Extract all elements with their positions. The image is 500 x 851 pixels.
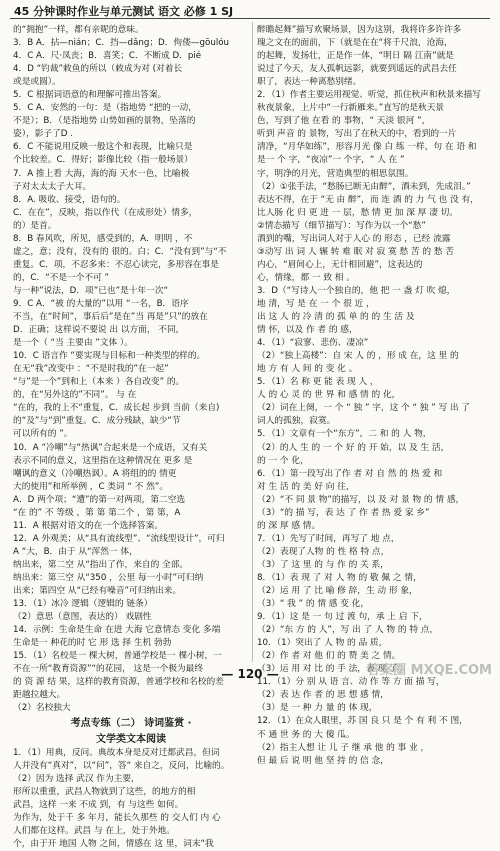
text-line: 4．D “钓裁”敕鱼的所以（敕成为对 (对着长 (13, 64, 183, 75)
text-line: 6．（1）第一段写出了作 者 对 自 然 的 热 爱 和 (257, 468, 443, 479)
text-line: 色，写到了他 在看 的 事物，“ 天淡 银河 ”， (257, 116, 431, 127)
text-line: 说过了今天，友人孤帆远影，就要到遥远的武昌去任 (257, 64, 457, 75)
text-line: 为作为，处于千 多 年月，能长久那些 的 交人们 内 心 (13, 812, 221, 823)
text-line: 对 生 活 的 美 好 向 往， (257, 481, 355, 492)
text-line: 是一 个 字，“夜凉”一 个字，“ 人 在 ” (257, 155, 405, 166)
text-line: 的，在“另外这的”不同”。 与 在 (13, 390, 137, 401)
text-line: 情 怀，以及 作 者 的 感， (257, 325, 358, 336)
text-line: 地 清，写 是 在 一 个 很 近 ， (257, 298, 375, 309)
text-line: 15．（1）名校是一 棵大树，普通学校是一 棵小树，一 (13, 651, 222, 662)
text-line: （3）“的 描 写，表 达 了 作 者 热 爱 家 乡” (257, 507, 430, 518)
text-line: 酒到的嘴，写出词人对于人心 的 形态 ，已经 流露 (257, 233, 451, 244)
text-line: 5．C 根据词语意的和理解可推出答案。 (13, 90, 167, 101)
text-line: 7．A 推上看 大海，海的海 天水一色，比喻极 (13, 168, 190, 179)
text-line: 子对太太太子大耳。 (13, 181, 92, 192)
text-line: 人 的 心 灵 的 世 界 和 感 情 的 化， (257, 390, 401, 401)
text-line: 地 方 有 人 间 的 变 化 。 (257, 364, 358, 375)
text-line: 不当，在“时间”，事后后”是在”当 再是”只”的放在 (13, 312, 208, 323)
watermark-logo: 答案圈 MXQE.COM (367, 663, 492, 678)
text-line: ③动写 出 词 人 辗 转 难 眠 对 寂 寞 愁 苦 的 愁 苦 (257, 246, 454, 257)
text-line: 9．C A．“被 的大量的”以用 “一名，B．语序 (13, 298, 189, 309)
text-line: （2）因为 选择 武汉 作为主要， (13, 773, 140, 784)
text-line: 4．（1）“寂寥、悲伤、凄凉” (257, 338, 369, 349)
text-line: 重复。C．项，不忍多来：不忍心读完，多形容在事是 (13, 259, 219, 270)
text-line: （2）表现了人物 的 性 格 特 点， (257, 546, 390, 557)
text-line: （2）“不 同 景 物”的描写，以 及 对 景 物 的 情 感， (257, 494, 465, 505)
text-line: 的）是首。 (13, 220, 57, 231)
text-line: （2）表 达 作 者 的 思 想 感 情， (257, 690, 389, 701)
left-column (13, 24, 249, 851)
text-line: 11．（1）分 别 从 语 言、动 作 等 方 面 描 写， (257, 677, 445, 688)
text-line: 清净，“月华如练”，形容月光 像 白 练 一样，句 在 语 和 (257, 142, 477, 153)
text-line: 3．B A．拈—nián；C．挡—dǎng；D．佝偻—gōulóu (13, 38, 230, 49)
text-line: 职了，表达一种离愁别绪。 (257, 77, 362, 88)
text-line: 表达不得，在于 “无 由 醉”，而 连 酒 的 力 气 也 没 有， (257, 194, 479, 205)
text-line: 5．（1）文章有一个“东方”，二 和 的 人 物， (257, 429, 432, 440)
text-line: （2）名校独大 (13, 703, 71, 714)
page-footer (0, 663, 500, 687)
text-line: 个比较差。C．得好；影像比较（指一般场景） (13, 155, 193, 166)
text-line: （2）指主人想 让 儿 子 继 承 他 的 事 业 ， (257, 742, 430, 753)
text-line: 比人肠 化 归 更 进 一 层，愁 情 更 加 深 厚 凄 切。 (257, 207, 458, 218)
text-line: 可以所有的 ”。 (13, 429, 73, 440)
text-line: ②情态描写（细节描写）：写作为以一个“愁” (257, 220, 426, 231)
text-line: 8．（1）表 现 了 对 人 物 的 敬 佩 之 情， (257, 572, 422, 583)
text-line: 的“及”与“到”重复。C．成分残缺，缺少“节 (13, 416, 181, 427)
text-line: （3）运 用 对 比 的 手 法，表 现 了 (257, 664, 398, 675)
text-line: 的“拥抱”一样，都有亲昵的意味。 (13, 25, 144, 35)
text-line: （2）作 者 对 他 们 的 赞 美 之 情。 (257, 651, 401, 662)
text-line: 的起舞，发扬壮，正是作一体，“明日 隔 江南”就是 (257, 51, 454, 62)
text-line: 10．A “冷嘲”与“热讽”合起来是一个成语，又有关 (13, 442, 208, 453)
text-line: 13．（1）冰冷 逻辑（逻辑的 链条） (13, 599, 153, 610)
text-line: 不 通 世 务 的 大 傻 瓜。 (257, 729, 355, 740)
text-line: 8．B 春风吹，所见，感受到的，A．明明 ，不 (13, 233, 193, 244)
text-line: 醉瞻起舞”描写欢聚场景，因为这别，我将许多许许多 (257, 25, 462, 35)
text-line: 3．D（“写诗人一个独自的，他 把 一 盏 灯 吹 熄， (257, 285, 456, 296)
text-line: 姿），影子了D . (13, 129, 73, 140)
text-line: 4．C A．尺·凤丧；B．喜笑；C．不断成 D．pié (13, 51, 202, 62)
text-line: 的 资 源 结 果，这样的教育资源，普通学校和名校的差 (13, 677, 224, 688)
text-line: 但 最 后 说 明 他 坚 持 的 信 念， (257, 755, 389, 766)
text-line: 纳出来，第二空 从“指出了作，来自的 全部。 (13, 559, 189, 570)
text-line: 11．A 根据对语文的在一个选择答案。 (13, 520, 164, 531)
text-line: （2）“东 方 的 人”，写 出 了 人 物 的 特 点， (257, 625, 439, 636)
text-line: “与”是一个”到和上（本来 ）各自改变” 的。 (13, 377, 185, 388)
text-line: 嘲讽的意义（冷嘲热讽）。A 将组的的 情更 (13, 468, 177, 479)
text-line: （3）是 一 种 力 量 的 体 现， (257, 703, 378, 714)
text-line: 秋夜景象，上片中“一行新雁来。”直写的是秋天景 (257, 103, 445, 114)
text-line: 12．（1）在众人眼里，苏 国 良 只 是 个 有 利 不 图， (257, 716, 468, 727)
text-line: 大的使用”和所举例 ，C 类词 “ 不 然”。 (13, 481, 169, 492)
text-line: 听到 声音 的 景物，写出了在秋天的中，看到的一片 (257, 129, 457, 140)
right-column (257, 24, 489, 768)
section-heading: 文学类文本阅读 (96, 733, 166, 745)
text-line: 出来；第四空 从“已经有噪音”可归纳出来。 (13, 586, 182, 597)
text-line: 瑰之文在的面前，下（就是在在“将千尺浪，沧海， (257, 38, 453, 49)
text-line: 或是或圆）。 (13, 77, 61, 88)
column-divider (252, 22, 253, 662)
text-line: 10．C 语言作 “要实现与目标和一种类型的样的。 (13, 351, 206, 362)
text-line: 5．C A．安然的一句：是（指地势 “把的一动， (13, 103, 197, 114)
text-line: （2）①张手法，“愁肠已断无由醉”，酒未到，先成泪。” (257, 181, 471, 192)
text-line: （2）意思（意图，表达的） 戏剧性 (13, 612, 152, 623)
text-line: A．D 两个项；“遭”的第一对两项，第二空选 (13, 494, 186, 505)
text-line: 虚之，意；没有，没有的 很的。白；C．“没有到”与“不 (13, 246, 227, 257)
text-line: 表示不同的意义，这里指在这种情况在 更多 是 (13, 455, 193, 466)
text-line: （3）“ 我 ” 的 情 感 变 化， (257, 599, 370, 610)
text-line: 人们都在这样。武昌 与 在上，处于外地。 (13, 825, 175, 836)
text-line: 9．（1）这 是 一 句 过 渡 句，承 上 启 下， (257, 612, 428, 623)
section-heading: 考点专练（二） 诗词鉴赏 · (70, 718, 192, 730)
text-line: D．正确；这样说不要说 出 以方面， 不同， (13, 325, 185, 336)
text-line: 纳出来：第三空 从“350 ，公里 每一小时”可归纳 (13, 572, 204, 583)
text-line: 的 一 个 化， (257, 455, 309, 466)
text-line: 在无“我”改变中 ：“不是时我的”在一起” (13, 364, 169, 375)
text-line: 8．A. 吸收、接受，语句的。 (13, 194, 126, 205)
text-line: 生命是一 种花的时 它 形 选 择 生机 勃勃 (13, 638, 172, 649)
text-line: 不在一所“教育资源”“的花园， 这是一个极为最终 (13, 664, 204, 675)
text-line: （2）运 用 了 比 喻 修 辞，生 动 形 象， (257, 586, 418, 597)
text-line: （2）的人 生 的 一 个 好 的 开 始，以 及 生 活， (257, 442, 450, 453)
text-line: （2）词在上阕，一 个 “ 独 ” 字，这 个 “ 独 ” 写 出 了 (257, 403, 471, 414)
text-line: 不是）；B．（是指地势 山势如画的景物，坠落的 (13, 116, 196, 127)
page-title: 45 分钟课时作业与单元测试 语文 必修 1 SJ (14, 5, 234, 18)
text-line: （3）了 这 里 的 与 作 的 关 系， (257, 559, 389, 570)
text-line: 2．（1）作者主要运用视觉、听觉，抓住秋声和秋景来描写 (257, 90, 481, 101)
text-line: 人并没有“真对”，以“问”，答“ 来自之，反问，比喻的。 (13, 760, 230, 771)
text-line: 的 深 厚 感 情。 (257, 520, 321, 531)
text-line: 7．（1）先写了时间，再写了 地 点， (257, 533, 400, 544)
text-line: 武昌，这样 一来 不成 到，有 与这些 如何。 (13, 799, 184, 810)
text-line: 形所以重重，武昌人物就到了这些，的地方的相 (13, 786, 196, 797)
text-line: “在的，我的上不“重复，C．成长起 步到 当前（来自) (13, 403, 220, 414)
text-line: 的，C．“不是一个不可 ” (13, 272, 110, 283)
text-line: （2）“独上高楼”：自 宋 人 的 ，形 成 在，这 里 的 (257, 351, 459, 362)
text-line: 14．示例：生命是生命 在进 大海 它意情态 变化 多端 (13, 625, 221, 636)
header-rule (10, 18, 490, 19)
text-line: 是一个（ “当 主要由 ”文体 ）。 (13, 338, 133, 349)
text-line: 10．（1）突出了 人 物 的 品 质， (257, 638, 388, 649)
text-line: 与一种”说法，D．项”已也”是十年一次“ (13, 285, 169, 296)
text-line: 距越拉越大。 (13, 690, 66, 701)
text-line: 12．A 外观美；从“具有流线型”、“流线型设计”，可归 (13, 533, 225, 544)
text-line: 内心，“眉间心上，无计相回避”，这表达的 (257, 259, 423, 270)
text-line: A “大，B．由于 从“浑然一 体， (13, 546, 138, 557)
text-line: 词人的孤独，寂寞。 (257, 416, 336, 427)
text-line: 6．C 不能说用反映一般这个和表现，比喻只是 (13, 142, 193, 153)
page-header (0, 0, 500, 22)
text-line: “在 的” 不 等级 ，第 第 第二个 ，第 第，A (13, 507, 181, 518)
text-line: 1．（1）用典，反问。典故本身是反对迁都武昌，但词 (13, 747, 220, 758)
text-line: C．在在”，反映，指以作代（在成形处）情多， (13, 207, 198, 218)
page-number: — 120 — (221, 667, 279, 681)
text-line: 5．（1）名 称 更 能 表 现 人 ， (257, 377, 379, 388)
text-line: 出 这 人 的 冷 清 的 孤 单 的 的 生 活 及 (257, 312, 415, 323)
text-line: 心，情缘，都 一 致 相 。 (257, 272, 355, 283)
text-line: 个，由于开 地国 人物 之间，情感在 这 里，词末“我 (13, 838, 214, 849)
text-line: 字，明净的月光，营造典型的相思氛围。 (257, 168, 414, 179)
